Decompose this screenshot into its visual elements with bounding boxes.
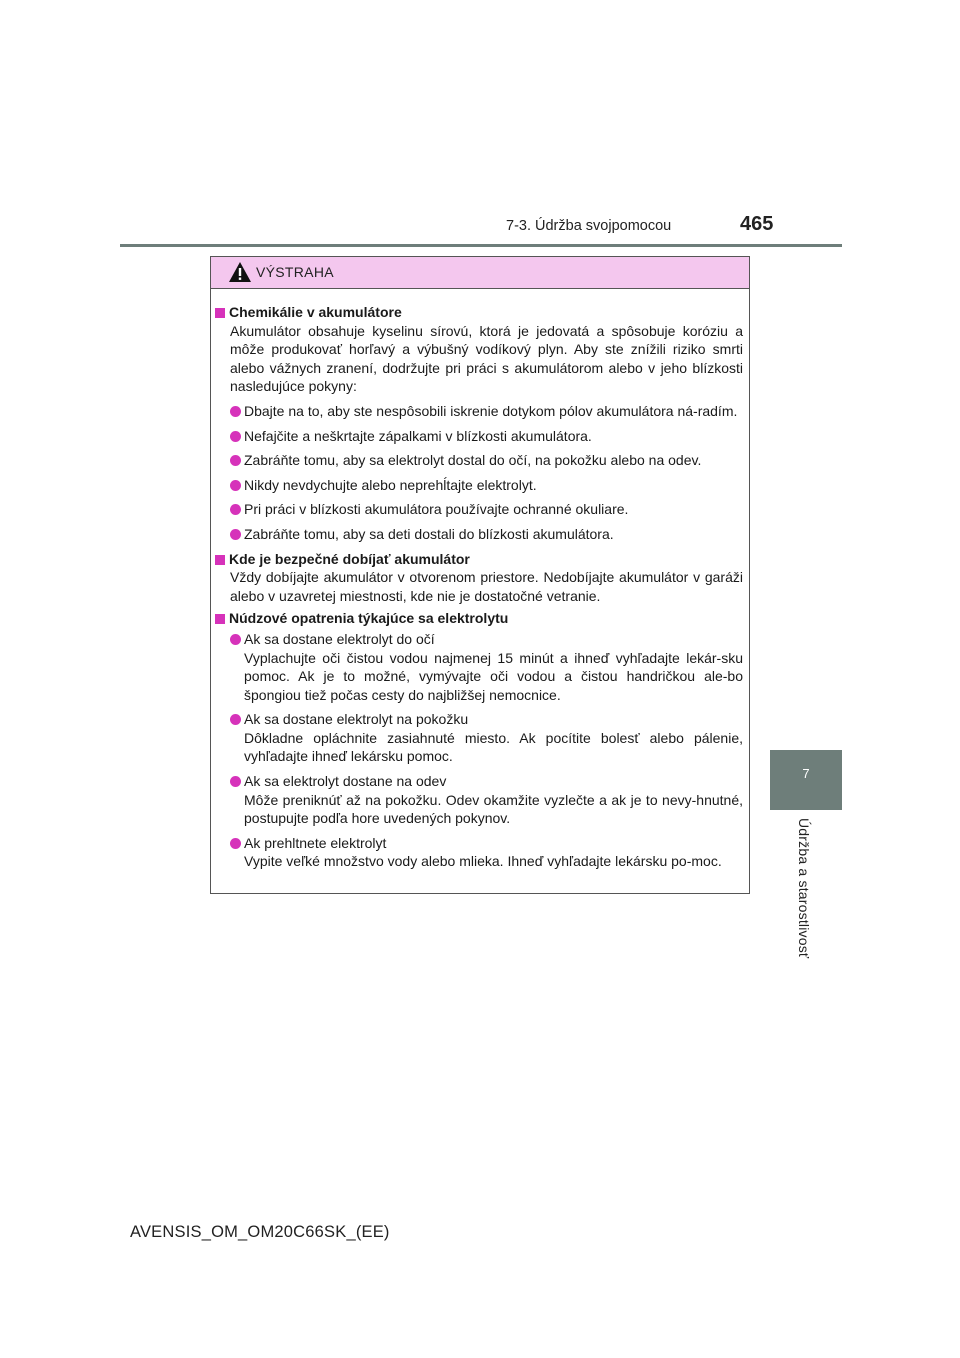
list-item: Ak sa dostane elektrolyt do očí Vyplachujte oči čistou vodou najmenej 15 minút a ihneď vyhľadajte lekár-sku pomoc. Ak je to možné, vymývajte oči vodou a čistou handričkou ale-bo špongiou tiež počas cesty do najbližšej nemocnice.: [215, 630, 743, 704]
chapter-title: Údržba a starostlivosť: [796, 818, 812, 959]
round-bullet-icon: [230, 504, 241, 515]
page-number: 465: [740, 213, 774, 235]
round-bullet-icon: [230, 529, 241, 540]
list-item: Ak sa elektrolyt dostane na odev Môže preniknúť až na pokožku. Odev okamžite vyzlečte a ak je to nevy-hnutné, postupujte podľa hore uvedených pokynov.: [215, 772, 743, 828]
list-item: Zabráňte tomu, aby sa elektrolyt dostal do očí, na pokožku alebo na odev.: [215, 451, 743, 470]
section-chemicals: [215, 303, 743, 544]
list-item: Ak prehltnete elektrolyt Vypite veľké množstvo vody alebo mlieka. Ihneď vyhľadajte lekársku po-moc.: [215, 834, 743, 871]
square-bullet-icon: [215, 614, 225, 624]
section-title: Kde je bezpečné dobíjať akumulátor: [215, 550, 743, 569]
square-bullet-icon: [215, 555, 225, 565]
square-bullet-icon: [215, 308, 225, 318]
document-code: AVENSIS_OM_OM20C66SK_(EE): [130, 1223, 390, 1241]
round-bullet-icon: [230, 406, 241, 417]
round-bullet-icon: [230, 838, 241, 849]
list-item: Nefajčite a neškrtajte zápalkami v blízkosti akumulátora.: [215, 427, 743, 446]
header-rule: [120, 244, 842, 247]
list-item: Ak sa dostane elektrolyt na pokožku Dôkladne opláchnite zasiahnuté miesto. Ak pocítite bolesť alebo pálenie, vyhľadajte ihneď lekársku pomoc.: [215, 710, 743, 766]
round-bullet-icon: [230, 776, 241, 787]
chapter-number: 7: [802, 766, 810, 781]
section-charging: [215, 550, 743, 606]
chapter-tab: [770, 750, 842, 810]
list-item: Pri práci v blízkosti akumulátora používajte ochranné okuliare.: [215, 500, 743, 519]
warning-header: [211, 257, 749, 289]
section-text: Akumulátor obsahuje kyselinu sírovú, ktorá je jedovatá a spôsobuje koróziu a môže produkovať horľavý a výbušný vodíkový plyn. Aby ste znížili riziko smrti alebo vážnych zranení, dodržujte pri práci s akumulátorom alebo v jeho blízkosti nasledujúce pokyny:: [230, 322, 743, 395]
round-bullet-icon: [230, 480, 241, 491]
warning-body: [211, 289, 749, 871]
warning-triangle-icon: [228, 261, 252, 283]
round-bullet-icon: [230, 634, 241, 645]
warning-title: VÝSTRAHA: [256, 264, 334, 280]
list-item: Dbajte na to, aby ste nespôsobili iskrenie dotykom pólov akumulátora ná-radím.: [215, 402, 743, 421]
list-item: Zabráňte tomu, aby sa deti dostali do blízkosti akumulátora.: [215, 525, 743, 544]
round-bullet-icon: [230, 455, 241, 466]
round-bullet-icon: [230, 431, 241, 442]
header-section-title: 7-3. Údržba svojpomocou: [506, 218, 672, 234]
section-title: Núdzové opatrenia týkajúce sa elektrolytu: [215, 609, 743, 628]
section-text: Vždy dobíjajte akumulátor v otvorenom priestore. Nedobíjajte akumulátor v garáži alebo v uzavretej miestnosti, kde nie je dostatočné vetranie.: [230, 569, 743, 604]
section-title: Chemikálie v akumulátore: [215, 303, 743, 322]
round-bullet-icon: [230, 714, 241, 725]
list-item: Nikdy nevdychujte alebo neprehĺtajte elektrolyt.: [215, 476, 743, 495]
section-emergency: [215, 609, 743, 871]
warning-box: [210, 256, 750, 894]
